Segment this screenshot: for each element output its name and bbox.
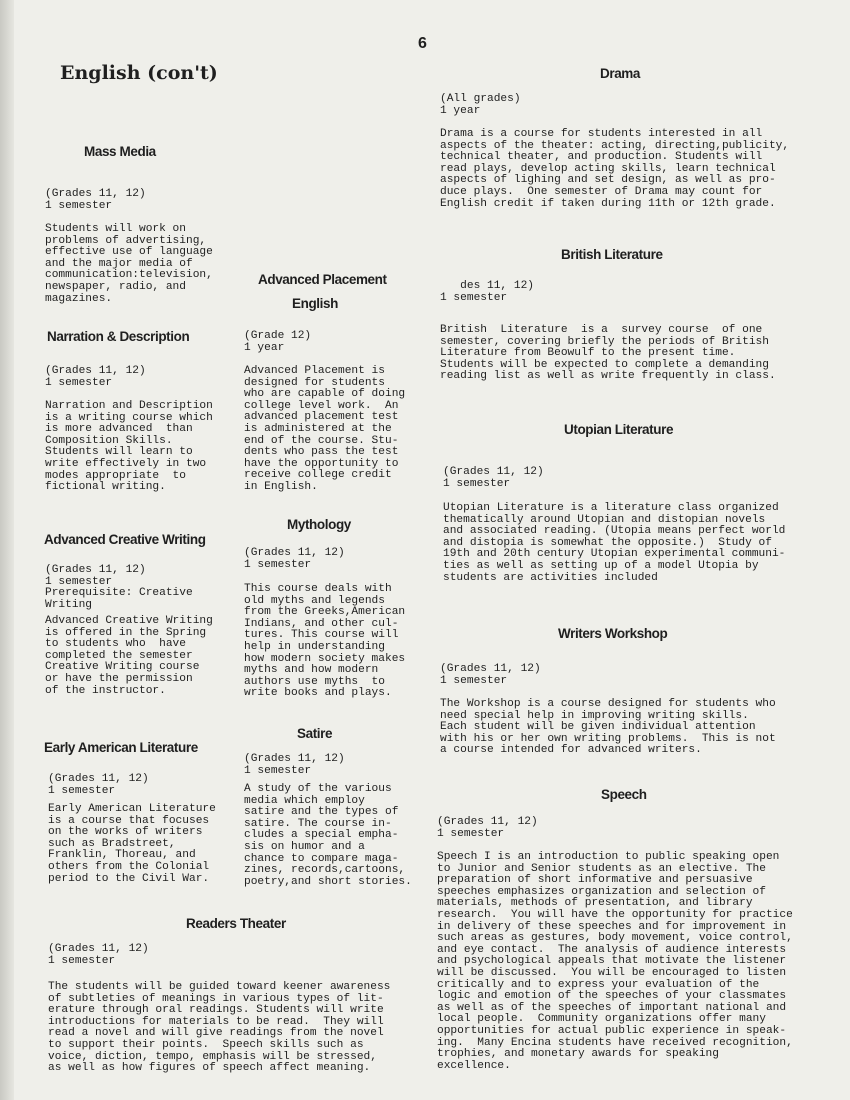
early-american-literature-meta: (Grades 11, 12) 1 semester bbox=[48, 773, 149, 797]
satire-heading: Satire bbox=[297, 726, 333, 741]
drama-heading: Drama bbox=[600, 66, 641, 81]
mythology-heading: Mythology bbox=[287, 517, 351, 532]
writers-workshop-description: The Workshop is a course designed for students who need special help in improving writing skills. Each student will be given individual attention with his or her own writing problems. This is not a course intended for advanced writers. bbox=[440, 698, 776, 757]
advanced-placement-description: Advanced Placement is designed for students who are capable of doing college level work. An advanced placement test is administered at the end of the course. Stu- dents who pass the test have the opportunity to receive college credit in English. bbox=[244, 365, 406, 493]
utopian-literature-description: Utopian Literature is a literature class organized thematically around Utopian and distopian novels and associated reading. (Utopia means perfect world and distopia is somewhat the opposite.) Study of 19th and 20th century Utopian experimental communi- ties as well as setting up of a model Utopia by students are activities included bbox=[443, 502, 786, 584]
narration-description-meta: (Grades 11, 12) 1 semester bbox=[45, 365, 146, 389]
readers-theater-heading: Readers Theater bbox=[186, 916, 286, 931]
advanced-placement-heading: Advanced Placement bbox=[258, 272, 387, 287]
drama-description: Drama is a course for students interested in all aspects of the theater: acting, directing,publicity, technical theater, and production. Students will read plays, develop acting skills, learn technical aspects of lighing and set design, as well as pro- duce plays. One semester of Drama may count for English credit if taken during 11th or 12th grade. bbox=[440, 128, 790, 210]
advanced-placement-meta: (Grade 12) 1 year bbox=[244, 330, 312, 354]
mythology-meta: (Grades 11, 12) 1 semester bbox=[244, 547, 345, 571]
drama-meta: (All grades) 1 year bbox=[440, 93, 521, 117]
british-literature-meta: des 11, 12) 1 semester bbox=[440, 280, 534, 304]
speech-description: Speech I is an introduction to public speaking open to Junior and Senior students as an elective. The preparation of short informative and persuasive speeches emphasizes organization and selection of materials, methods of presentation, and library research. You will have the opportunity for practice in delivery of these speeches and for improvement in such areas as gestures, body movement, voice control, and eye contact. The analysis of audience interests and psychological appeals that motivate the listener will be discussed. You will be encouraged to listen critically and to express your evaluation of the logic and emotion of the speeches of your classmates as well as of the speeches of important national and local people. Community organizations offer many opportunities for actual public experience in speak- ing. Many Encina students have received recognition, trophies, and monetary awards for speaking excellence. bbox=[437, 851, 793, 1072]
binding-shadow bbox=[0, 0, 14, 1100]
speech-meta: (Grades 11, 12) 1 semester bbox=[437, 816, 538, 840]
mass-media-meta: (Grades 11, 12) 1 semester bbox=[45, 188, 146, 212]
narration-description-heading: Narration & Description bbox=[47, 329, 190, 344]
mass-media-description: Students will work on problems of advertising, effective use of language and the major media of communication:television, newspaper, radio, and magazines. bbox=[45, 223, 213, 305]
page-title: English (con't) bbox=[60, 62, 218, 84]
satire-description: A study of the various media which employ satire and the types of satire. The course in- cludes a special empha- sis on humor and a chance to compare maga- zines, records,cartoons, poetry,and short stories. bbox=[244, 783, 412, 888]
mass-media-heading: Mass Media bbox=[84, 144, 156, 159]
narration-description-description: Narration and Description is a writing course which is more advanced than Composition Skills. Students will learn to write effectively in two modes appropriate to fictional writing. bbox=[45, 400, 213, 494]
british-literature-description: British Literature is a survey course of one semester, covering briefly the periods of British Literature from Beowulf to the present time. Students will be expected to complete a demanding reading list as well as write frequently in class. bbox=[440, 324, 776, 383]
advanced-creative-writing-meta: (Grades 11, 12) 1 semester Prerequisite: Creative Writing bbox=[45, 564, 193, 611]
british-literature-heading: British Literature bbox=[561, 247, 663, 262]
page-number: 6 bbox=[418, 35, 427, 52]
utopian-literature-meta: (Grades 11, 12) 1 semester bbox=[443, 466, 544, 490]
speech-heading: Speech bbox=[601, 787, 647, 802]
satire-meta: (Grades 11, 12) 1 semester bbox=[244, 753, 345, 777]
early-american-literature-description: Early American Literature is a course that focuses on the works of writers such as Bradstreet, Franklin, Thoreau, and others from the Colonial period to the Civil War. bbox=[48, 803, 216, 885]
utopian-literature-heading: Utopian Literature bbox=[564, 422, 674, 437]
mythology-description: This course deals with old myths and legends from the Greeks,American Indians, and other cul- tures. This course will help in understanding how modern society makes myths and how modern authors use myths to write books and plays. bbox=[244, 583, 406, 700]
advanced-creative-writing-heading: Advanced Creative Writing bbox=[44, 532, 206, 547]
readers-theater-description: The students will be guided toward keener awareness of subtleties of meanings in various types of lit- erature through oral readings. Students will write introductions for materials to be read. They will read a novel and will give readings from the novel to support their points. Speech skills such as voice, diction, tempo, emphasis will be stressed, as well as how figures of speech affect meaning. bbox=[48, 981, 391, 1075]
writers-workshop-heading: Writers Workshop bbox=[558, 626, 668, 641]
readers-theater-meta: (Grades 11, 12) 1 semester bbox=[48, 943, 149, 967]
advanced-creative-writing-description: Advanced Creative Writing is offered in the Spring to students who have completed the semester Creative Writing course or have the permission of the instructor. bbox=[45, 615, 213, 697]
writers-workshop-meta: (Grades 11, 12) 1 semester bbox=[440, 663, 541, 687]
advanced-placement-heading-english: English bbox=[292, 296, 338, 311]
early-american-literature-heading: Early American Literature bbox=[44, 740, 198, 755]
